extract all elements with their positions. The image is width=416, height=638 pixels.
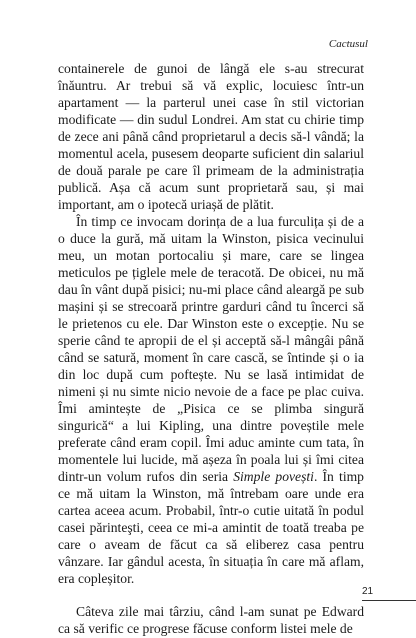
paragraph-3-text: Câteva zile mai târziu, când l-am sunat pe Edward ca să verific ce progrese făcuse conform listei mele de — [58, 604, 364, 636]
paragraph-3 — [58, 603, 364, 637]
book-title-italic: Simple povești — [233, 469, 314, 484]
paragraph-2-text-a: În timp ce invocam dorința de a lua furculița și de a o duce la gură, mă uitam la Winston, pisica vecinului meu, un motan portocaliu și mare, care se lingea meticulos pe țiglele mele de teracotă. De obicei, nu mă dau în vânt după pisici; nu-mi place când aleargă pe sub mașini și se strecoară printre garduri când tu încerci să le prietenos cu ele. Dar Winston este o excepție. Nu se sperie când te apropii de el și acceptă să-l mângâi până când se satură, moment în care cască, se întinde și o ia din loc după cum poftește. Nu se lasă intimidat de nimeni și nu simte nicio nevoie de a face pe plac cuiva. Îmi amintește de „Pisica ce se plimba singură singurică“ a lui Kipling, una dintre poveștile mele preferate când eram copil. Îmi aduc aminte cum tata, în momentele lui lucide, mă așeza în poala lui și îmi citea dintr-un volum rufos din seria — [58, 214, 364, 484]
page-number-rule — [362, 600, 416, 601]
paragraph-1-text: containerele de gunoi de lângă ele s-au strecurat înăuntru. Ar trebui să vă explic, locuiesc într-un apartament — la parterul unei case în stil victorian modificate — din sudul Londrei. Am stat cu chirie timp de zece ani până când proprietarul a decis să-l vândă; la momentul acela, pusesem deoparte suficient din salariul de două parale pe care îl primeam de la administrația publică. Așa că acum sunt proprietară sau, și mai important, am o ipotecă uriașă de plătit. — [58, 61, 364, 212]
page-number: 21 — [362, 586, 374, 597]
paragraph-1 — [58, 60, 364, 213]
paragraph-2-text-b: . În timp ce mă uitam la Winston, mă întrebam oare unde era cartea aceea acum. Probabil, într-o cutie uitată în podul casei părinteşti, ceea ce mi-a amintit de toată treaba pe care o aveam de făcut ca să eliberez casa pentru vânzare. Iar gândul acesta, în situația în care mă aflam, era copleșitor. — [58, 469, 364, 586]
paragraph-2 — [58, 213, 364, 587]
body-text — [58, 60, 364, 637]
running-head: Cactusul — [328, 38, 368, 50]
